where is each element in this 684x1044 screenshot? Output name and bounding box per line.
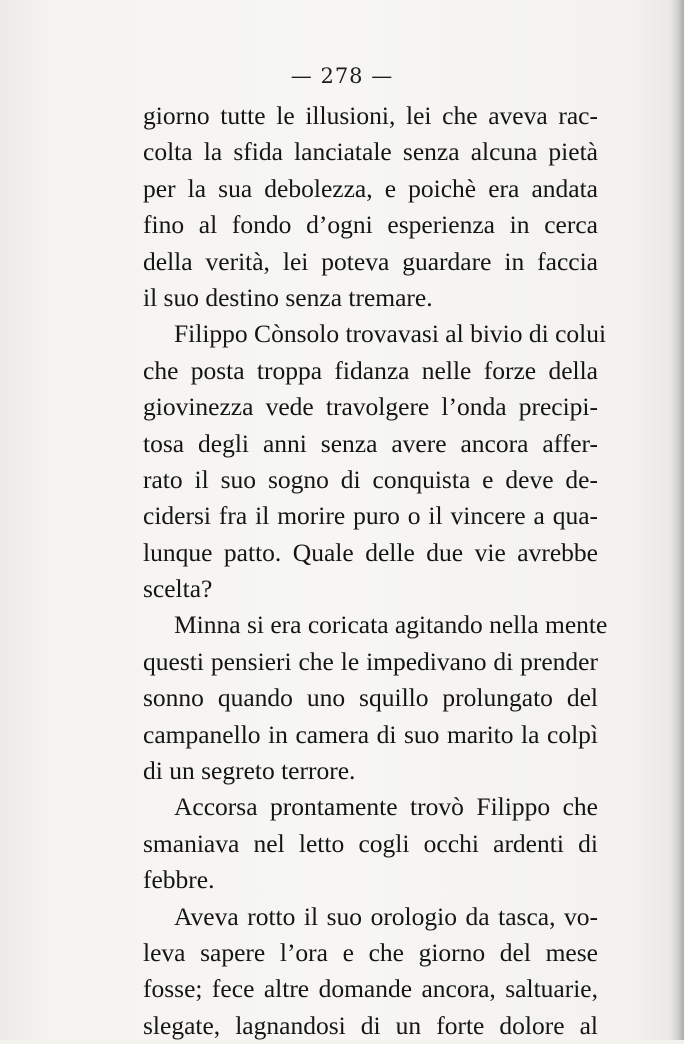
text-line: di un segreto terrore. — [143, 756, 356, 786]
text-line: smaniava nel letto cogli occhi ardenti di — [143, 828, 598, 858]
text-line: sonno quando uno squillo prolungato del — [143, 683, 598, 713]
text-line: febbre. — [143, 865, 215, 895]
text-line: giorno tutte le illusioni, lei che aveva rac- — [143, 101, 598, 130]
text-line: della verità, lei poteva guardare in faccia — [143, 246, 598, 276]
text-line: leva sapere l’ora e che giorno del mese — [143, 937, 598, 967]
text-line: slegate, lagnandosi di un forte dolore al — [143, 1010, 598, 1040]
text-line: Filippo Cònsolo trovavasi al bivio di colui — [174, 319, 607, 349]
text-line: fino al fondo d’ogni esperienza in cerca — [143, 210, 598, 240]
text-line: giovinezza vede travolgere l’onda precipi- — [143, 392, 598, 422]
text-line: Accorsa prontamente trovò Filippo che — [174, 792, 598, 822]
text-line: tosa degli anni senza avere ancora affer- — [143, 428, 598, 458]
text-line: Aveva rotto il suo orologio da tasca, vo- — [174, 901, 598, 931]
text-line: il suo destino senza tremare. — [143, 282, 433, 312]
text-line: scelta? — [143, 574, 213, 604]
text-line: che posta troppa fidanza nelle forze della — [143, 355, 598, 385]
text-line: Minna si era coricata agitando nella mente — [174, 610, 608, 640]
page-edge-shadow — [670, 0, 684, 1040]
text-line: rato il suo sogno di conquista e deve de- — [143, 464, 598, 494]
body-text — [143, 98, 608, 1044]
page-number: — 278 — — [290, 64, 394, 88]
text-line: questi pensieri che le impedivano di prender — [143, 646, 598, 676]
text-line: fosse; fece altre domande ancora, saltuarie, — [143, 974, 598, 1004]
text-line: cidersi fra il morire puro o il vincere a qua- — [143, 501, 598, 531]
text-line: per la sua debolezza, e poichè era andata — [143, 173, 598, 203]
text-line: campanello in camera di suo marito la colpì — [143, 719, 598, 749]
text-line: lunque patto. Quale delle due vie avrebbe — [143, 537, 598, 567]
text-line: colta la sfida lanciatale senza alcuna pietà — [143, 137, 598, 167]
